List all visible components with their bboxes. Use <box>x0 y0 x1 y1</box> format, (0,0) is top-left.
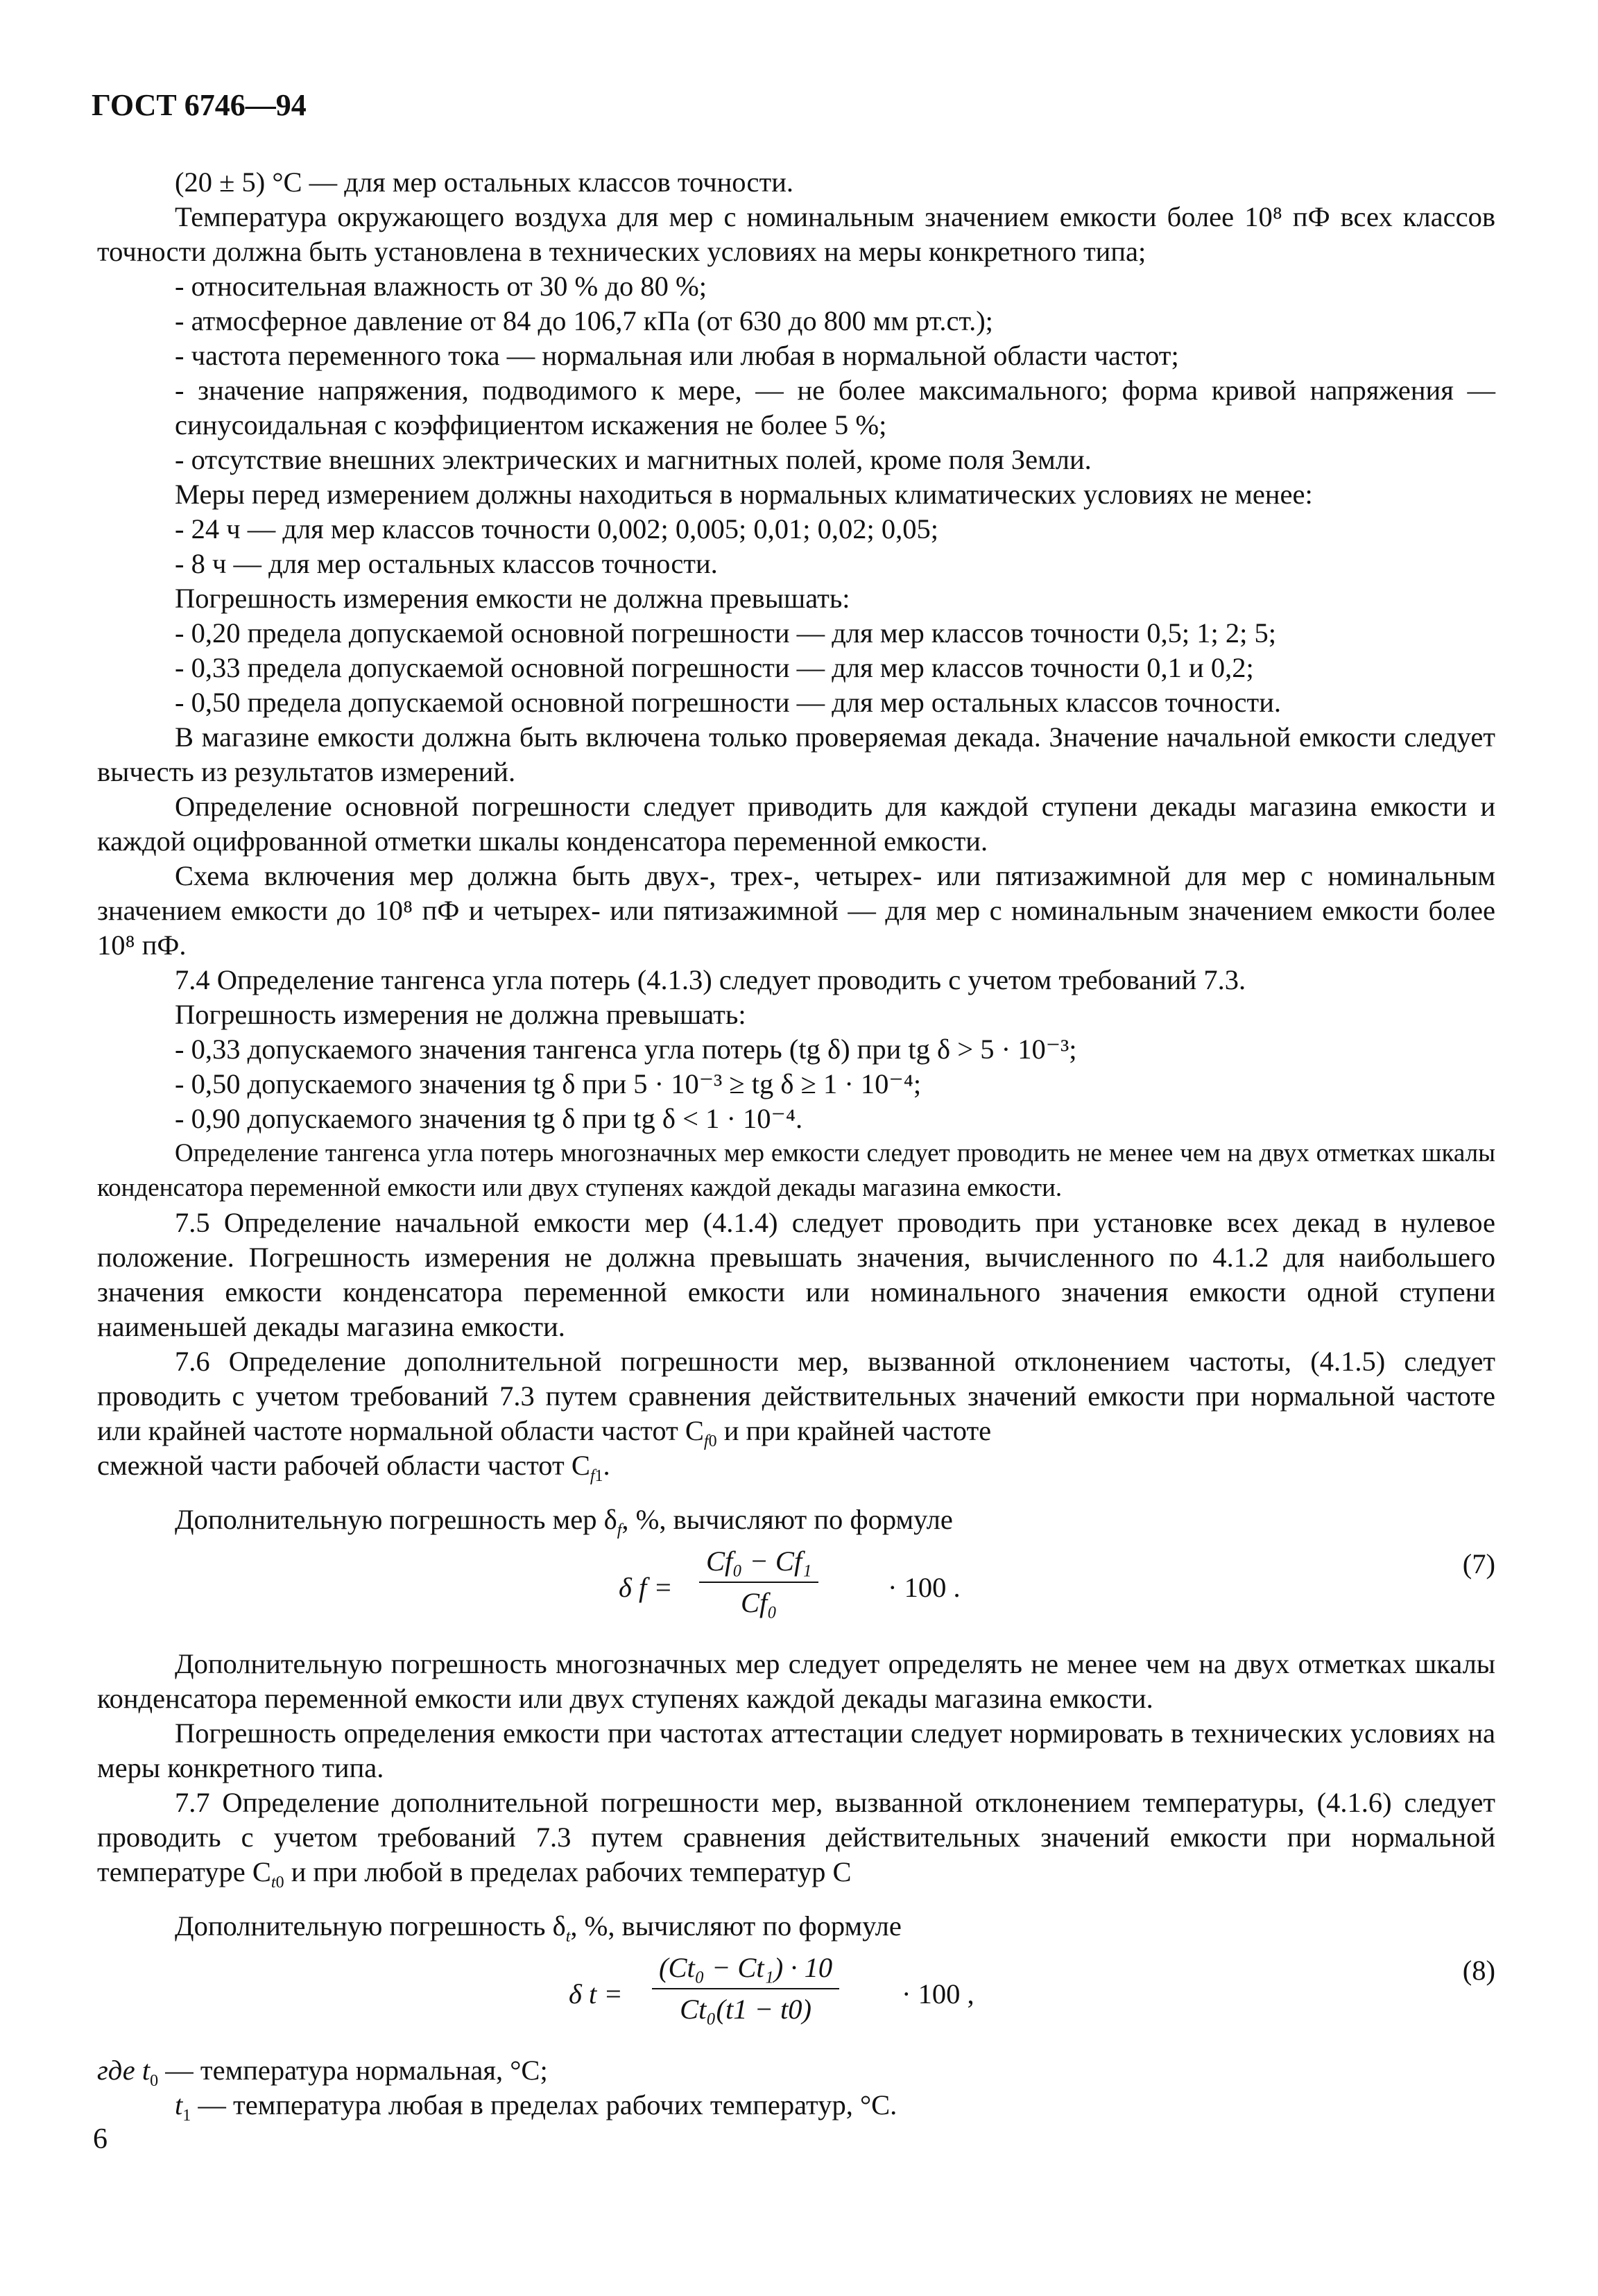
paragraph: Температура окружающего воздуха для мер с номинальным значением емкости более 10⁸ пФ всех классов точности должна быть установлена в технических условиях на меры конкретного типа; <box>97 201 1495 267</box>
paragraph-text: , %, вычисляют по формуле <box>570 1910 902 1942</box>
paragraph <box>97 1344 1495 1451</box>
formula-denominator: Ct₀(t1 − t0) <box>680 1994 812 2025</box>
paragraph: Погрешность измерения емкости не должна превышать: <box>175 583 850 614</box>
list-item: - 0,20 предела допускаемой основной погрешности — для мер классов точности 0,5; 1; 2; 5; <box>175 617 1277 649</box>
paragraph: Погрешность определения емкости при частотах аттестации следует нормировать в технических условиях на меры конкретного типа. <box>97 1717 1495 1783</box>
subscript: t <box>270 1874 276 1892</box>
formula-fraction <box>699 1544 818 1620</box>
subscript: 0 <box>150 2072 159 2091</box>
list-item: - относительная влажность от 30 % до 80 %; <box>175 271 707 302</box>
paragraph: Определение основной погрешности следует приводить для каждой ступени декады магазина емкости и каждой оцифрованной отметки шкалы конденсатора переменной емкости. <box>97 791 1495 857</box>
paragraph-text: Дополнительную погрешность δ <box>175 1910 566 1942</box>
paragraph <box>97 2088 1495 2123</box>
equation-number: (8) <box>1462 1955 1495 1986</box>
list-item: - 0,90 допускаемого значения tg δ при tg δ < 1 · 10⁻⁴. <box>175 1103 803 1134</box>
list-item: - 0,50 допускаемого значения tg δ при 5 · 10⁻³ ≥ tg δ ≥ 1 · 10⁻⁴; <box>175 1068 922 1099</box>
formula-lhs: δ t = <box>569 1978 623 2010</box>
paragraph-text: , %, вычисляют по формуле <box>621 1504 953 1535</box>
paragraph: В магазине емкости должна быть включена только проверяемая декада. Значение начальной емкости следует вычесть из результатов измерений. <box>97 721 1495 787</box>
formula-fraction <box>652 1951 839 2027</box>
paragraph: 7.4 Определение тангенса угла потерь (4.1.3) следует проводить с учетом требований 7.3. <box>175 964 1246 995</box>
paragraph: Определение тангенса угла потерь многозначных мер емкости следует проводить не менее чем на двух отметках шкалы конденсатора переменной емкости или двух ступенях каждой декады магазина емкости. <box>97 1139 1495 1202</box>
paragraph <box>97 1909 1495 1944</box>
spacer <box>97 1890 1495 1909</box>
formula-7 <box>97 1544 1495 1633</box>
formula-tail: · 100 . <box>888 1572 961 1603</box>
paragraph-text: и при любой в пределах рабочих температур C <box>284 1856 852 1887</box>
paragraph-text: — температура любая в пределах рабочих температур, °С. <box>191 2089 897 2121</box>
list-item: - атмосферное давление от 84 до 106,7 кПа (от 630 до 800 мм рт.ст.); <box>175 305 993 336</box>
paragraph: (20 ± 5) °С — для мер остальных классов точности. <box>175 166 793 198</box>
paragraph-text: смежной части рабочей области частот C <box>97 1450 590 1481</box>
page-number: 6 <box>93 2123 108 2155</box>
subscript: f <box>703 1432 709 1451</box>
paragraph: Дополнительную погрешность многозначных мер следует определять не менее чем на двух отметках шкалы конденсатора переменной емкости или двух ступенях каждой декады магазина емкости. <box>97 1648 1495 1714</box>
list-item: - 8 ч — для мер остальных классов точности. <box>175 548 718 579</box>
list-item: - 0,50 предела допускаемой основной погрешности — для мер остальных классов точности. <box>175 687 1282 718</box>
formula-tail: · 100 , <box>902 1978 974 2010</box>
paragraph <box>97 1448 1495 1486</box>
paragraph: 7.5 Определение начальной емкости мер (4.1.4) следует проводить при установке всех декад в нулевое положение. Погрешность измерения не должна превышать значения, вычисленного по 4.1.2 для наибольшего значения емкости конденсатора переменной емкости или номинального значения емкости одной ступени наименьшей декады магазина емкости. <box>97 1207 1495 1342</box>
formula-lhs: δ f = <box>619 1572 673 1603</box>
paragraph <box>97 2053 1495 2091</box>
spacer <box>97 1483 1495 1502</box>
paragraph-text: 7.6 Определение дополнительной погрешности мер, вызванной отклонением частоты, (4.1.5) следует проводить с учетом требований 7.3 путем сравнения действительных значений емкости при нормальной частоте или крайней частоте нормальной области частот C <box>97 1346 1495 1446</box>
paragraph-text: — температура нормальная, °С; <box>158 2055 548 2086</box>
paragraph-text: 7.7 Определение дополнительной погрешности мер, вызванной отклонением температуры, (4.1.6) следует проводить с учетом требований 7.3 путем сравнения действительных значений емкости при нормальной температуре C <box>97 1787 1495 1887</box>
subscript: 1 <box>594 1467 603 1486</box>
document-header: ГОСТ 6746—94 <box>92 88 307 122</box>
list-item: - 24 ч — для мер классов точности 0,002; 0,005; 0,01; 0,02; 0,05; <box>175 513 938 545</box>
subscript: t <box>565 1928 571 1946</box>
paragraph: Погрешность измерения не должна превышать: <box>175 999 746 1030</box>
formula-numerator: (Ct₀ − Ct₁) · 10 <box>652 1951 839 1989</box>
subscript: f <box>590 1467 595 1486</box>
document-body <box>97 165 1495 2123</box>
formula-numerator: Cf₀ − Cf₁ <box>699 1544 818 1583</box>
subscript: 1 <box>182 2107 191 2125</box>
formula-denominator: Cf₀ <box>740 1587 777 1618</box>
paragraph-text: где t <box>97 2055 151 2086</box>
paragraph: Схема включения мер должна быть двух-, трех-, четырех- или пятизажимной для мер с номинальным значением емкости до 10⁸ пФ и четырех- или пятизажимной — для мер с номинальным значением емкости более 10⁸ пФ. <box>97 860 1495 961</box>
paragraph-text: и при крайней частоте <box>716 1415 992 1446</box>
paragraph-text: . <box>603 1450 610 1481</box>
paragraph <box>97 1785 1495 1890</box>
list-item: - значение напряжения, подводимого к мере, — не более максимального; форма кривой напряжения — синусоидальная с коэффициентом искажения не более 5 %; <box>175 375 1495 440</box>
paragraph: Меры перед измерением должны находиться в нормальных климатических условиях не менее: <box>175 479 1313 510</box>
subscript: f <box>617 1521 622 1540</box>
equation-number: (7) <box>1462 1548 1495 1579</box>
subscript: 0 <box>708 1432 717 1451</box>
paragraph-text: Дополнительную погрешность мер δ <box>175 1504 617 1535</box>
list-item: - 0,33 допускаемого значения тангенса угла потерь (tg δ) при tg δ > 5 · 10⁻³; <box>175 1034 1077 1065</box>
list-item: - 0,33 предела допускаемой основной погрешности — для мер классов точности 0,1 и 0,2; <box>175 652 1254 683</box>
paragraph <box>97 1502 1495 1540</box>
subscript: 0 <box>275 1874 284 1892</box>
formula-8 <box>97 1951 1495 2039</box>
paragraph-text: t <box>175 2089 183 2121</box>
list-item: - частота переменного тока — нормальная или любая в нормальной области частот; <box>175 340 1179 371</box>
list-item: - отсутствие внешних электрических и магнитных полей, кроме поля Земли. <box>175 444 1092 475</box>
